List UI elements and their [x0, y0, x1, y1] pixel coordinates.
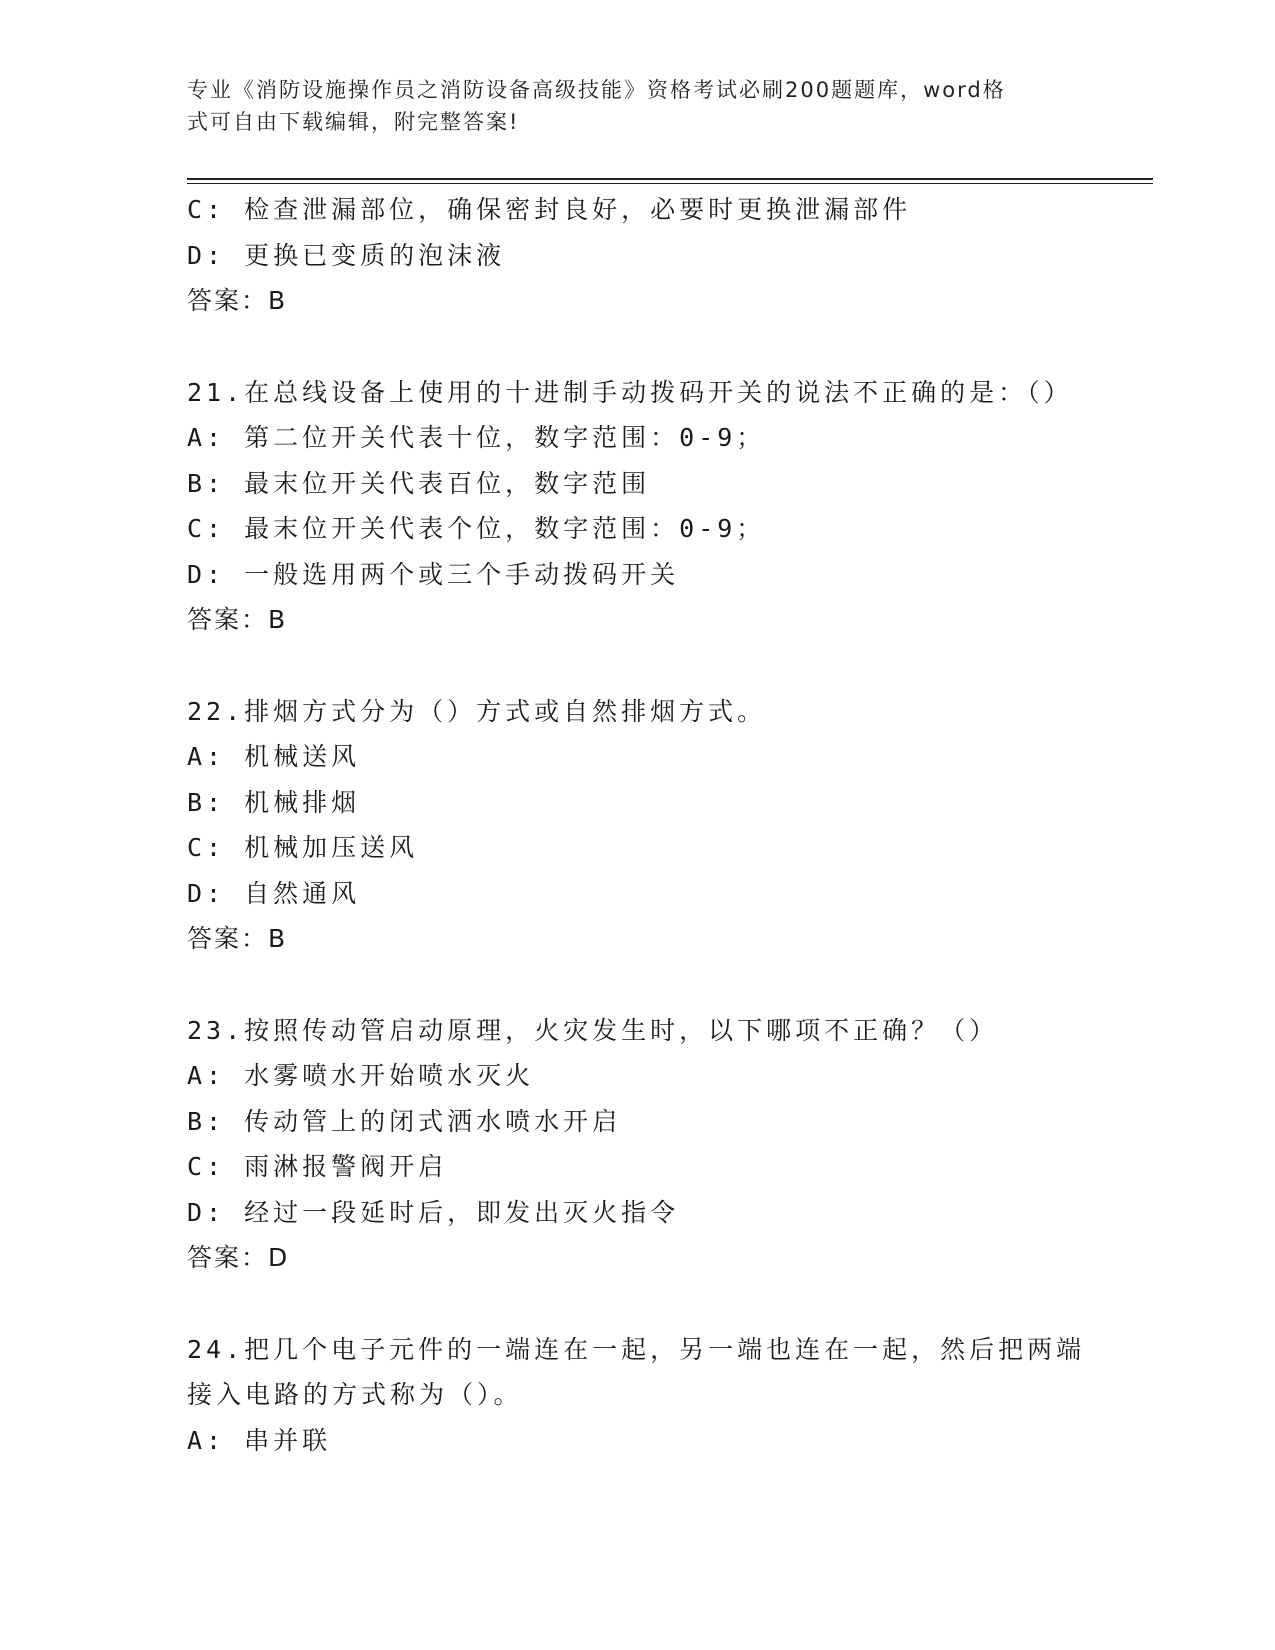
option-c: C: 检查泄漏部位，确保密封良好，必要时更换泄漏部件: [187, 195, 912, 224]
header-divider-thin: [187, 183, 1153, 184]
option-a: A: 第二位开关代表十位，数字范围：0-9；: [187, 423, 766, 452]
option-b: B: 最末位开关代表百位，数字范围: [187, 468, 651, 498]
question-block-24: [187, 1327, 1087, 1464]
option-a: A: 机械送风: [187, 742, 361, 771]
question-block-23: [187, 1008, 1087, 1281]
question-block-22: [187, 689, 1087, 962]
question-text: 21.在总线设备上使用的十进制手动拨码开关的说法不正确的是：（）: [187, 377, 1073, 407]
option-d: D: 自然通风: [187, 878, 361, 908]
answer: 答案：B: [187, 605, 288, 634]
option-d: D: 经过一段延时后，即发出灭火指令: [187, 1197, 680, 1227]
question-text: 22.排烟方式分为（）方式或自然排烟方式。: [187, 696, 767, 726]
question-text: 23.按照传动管启动原理，火灾发生时，以下哪项不正确？（）: [187, 1015, 999, 1045]
question-list: [187, 187, 1087, 1463]
answer: 答案：D: [187, 1243, 290, 1272]
header-line-2: 式可自由下载编辑，附完整答案!: [187, 110, 520, 134]
option-b: B: 机械排烟: [187, 787, 361, 817]
question-block-21: [187, 370, 1087, 643]
header-line-1: 专业《消防设施操作员之消防设备高级技能》资格考试必刷200题题库，word格: [187, 78, 1006, 102]
answer: 答案：B: [187, 286, 288, 315]
option-a: A: 水雾喷水开始喷水灭火: [187, 1061, 535, 1090]
option-c: C: 机械加压送风: [187, 833, 419, 862]
option-d: D: 更换已变质的泡沫液: [187, 240, 506, 270]
header-divider-thick: [187, 178, 1153, 180]
option-b: B: 传动管上的闭式洒水喷水开启: [187, 1106, 622, 1136]
question-text-line-2: 接入电路的方式称为（）。: [187, 1380, 523, 1409]
option-d: D: 一般选用两个或三个手动拨码开关: [187, 559, 680, 589]
option-a: A: 串并联: [187, 1425, 332, 1455]
question-text-line-1: 24.把几个电子元件的一端连在一起，另一端也连在一起，然后把两端: [187, 1334, 1086, 1364]
answer: 答案：B: [187, 924, 288, 953]
document-header: [187, 74, 1067, 138]
question-block-prev: [187, 187, 1087, 324]
option-c: C: 雨淋报警阀开启: [187, 1152, 448, 1181]
option-c: C: 最末位开关代表个位，数字范围：0-9；: [187, 514, 766, 543]
